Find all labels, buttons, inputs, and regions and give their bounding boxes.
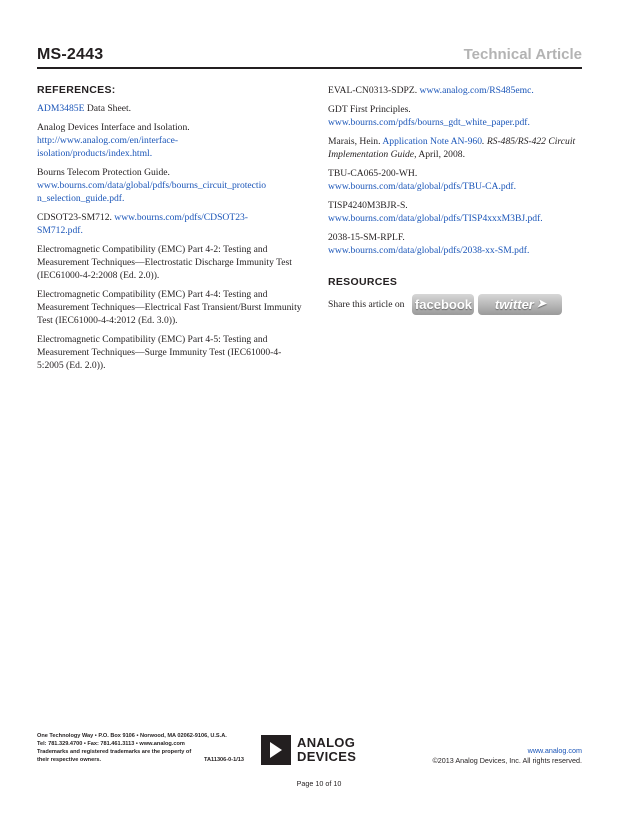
copyright: ©2013 Analog Devices, Inc. All rights reserved. — [432, 756, 582, 765]
reference-item: Electromagnetic Compatibility (EMC) Part 4-4: Testing and Measurement Techniques—Electrical Fast Transient/Burst Immunity Test (IEC61000-4-4:2012 (Ed. 3.0)). — [37, 289, 302, 326]
reference-item: Electromagnetic Compatibility (EMC) Part 4-2: Testing and Measurement Techniques—Electrostatic Discharge Immunity Test (IEC61000-4-2:2008 (Ed. 2.0)). — [37, 244, 292, 281]
facebook-share-button[interactable] — [412, 294, 474, 315]
reference-item: Marais, Hein. Application Note AN-960. RS-485/RS-422 Circuit Implementation Guide, April, 2008. — [328, 136, 576, 160]
website-link[interactable]: www.analog.com — [527, 746, 582, 755]
page-header — [37, 42, 582, 68]
reference-link[interactable]: www.analog.com/RS485emc. — [419, 85, 534, 96]
reference-item: TISP4240M3BJR-S. www.bourns.com/data/global/pdfs/TISP4xxxM3BJ.pdf. — [328, 200, 543, 224]
reference-link[interactable]: Application Note AN-960 — [382, 136, 483, 147]
reference-link[interactable]: www.bourns.com/data/global/pdfs/TBU-CA.pdf. — [328, 181, 517, 192]
page-number: Page 10 of 10 — [296, 779, 342, 788]
reference-link[interactable]: www.bourns.com/pdfs/bourns_gdt_white_paper.pdf. — [328, 117, 530, 128]
footer-right — [432, 746, 582, 766]
address-line: their respective owners. TA11306-0-1/13 — [37, 757, 244, 763]
reference-link[interactable]: www.bourns.com/data/global/pdfs/2038-xx-SM.pdf. — [328, 245, 530, 256]
resources-heading: RESOURCES — [328, 276, 398, 288]
share-label: Share this article on — [328, 299, 405, 310]
twitter-bird-icon: ➤ — [536, 298, 547, 310]
document-id: MS-2443 — [37, 46, 104, 63]
logo-mark-icon — [261, 735, 291, 765]
logo-wordmark: ANALOG DEVICES — [297, 735, 357, 764]
reference-item: EVAL-CN0313-SDPZ. www.analog.com/RS485emc. — [328, 85, 534, 96]
reference-link[interactable]: www.bourns.com/data/global/pdfs/TISP4xxxM3BJ.pdf. — [328, 213, 543, 224]
document-code: TA11306-0-1/13 — [203, 757, 244, 763]
footer-address — [37, 732, 244, 764]
reference-item: Electromagnetic Compatibility (EMC) Part 4-5: Testing and Measurement Techniques—Surge Immunity Test (IEC61000-4-5:2005 (Ed. 2.0)). — [37, 334, 282, 371]
address-line: Tel: 781.329.4700 • Fax: 781.461.3113 • www.analog.com — [37, 741, 185, 747]
address-line: One Technology Way • P.O. Box 9106 • Norwood, MA 02062-9106, U.S.A. — [37, 733, 227, 739]
reference-link[interactable]: ADM3485E — [37, 103, 85, 114]
analog-devices-logo — [261, 735, 369, 767]
reference-item: GDT First Principles. www.bourns.com/pdfs/bourns_gdt_white_paper.pdf. — [328, 104, 530, 128]
facebook-logo-text: facebook — [414, 297, 472, 312]
reference-link[interactable]: www.bourns.com/data/global/pdfs/bourns_circuit_protectio n_selection_guide.pdf. — [37, 180, 267, 204]
reference-item: Bourns Telecom Protection Guide. www.bourns.com/data/global/pdfs/bourns_circuit_protectio n_selection_guide.pdf. — [37, 167, 267, 204]
reference-item: CDSOT23-SM712. www.bourns.com/pdfs/CDSOT23- SM712.pdf. — [37, 212, 248, 236]
document-type: Technical Article — [463, 46, 582, 63]
references-left-column — [37, 84, 302, 378]
address-line: Trademarks and registered trademarks are the property of — [37, 749, 192, 755]
reference-item: Analog Devices Interface and Isolation. http://www.analog.com/en/interface- isolation/products/index.html. — [37, 122, 190, 159]
share-row — [328, 294, 593, 315]
twitter-logo-text: twitter — [494, 297, 534, 312]
reference-item: TBU-CA065-200-WH. www.bourns.com/data/global/pdfs/TBU-CA.pdf. — [328, 168, 517, 192]
references-right-column — [328, 84, 593, 315]
reference-item: ADM3485E Data Sheet. — [37, 103, 132, 114]
reference-link[interactable]: http://www.analog.com/en/interface- isolation/products/index.html. — [37, 135, 179, 159]
reference-item: 2038-15-SM-RPLF. www.bourns.com/data/global/pdfs/2038-xx-SM.pdf. — [328, 232, 530, 256]
references-heading: REFERENCES: — [37, 84, 116, 96]
reference-link[interactable]: www.bourns.com/pdfs/CDSOT23- SM712.pdf. — [37, 212, 248, 236]
twitter-share-button[interactable] — [478, 294, 562, 315]
header-rule — [37, 67, 582, 69]
